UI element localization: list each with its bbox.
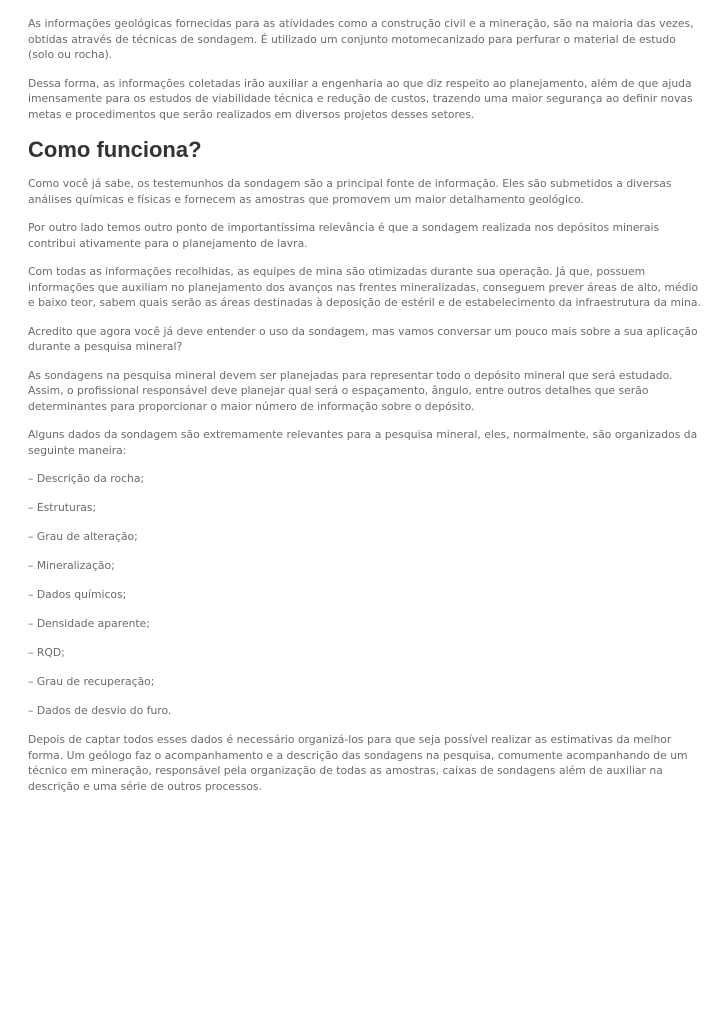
list-item: – Dados químicos; <box>28 588 127 601</box>
list-item: – Grau de recuperação; <box>28 675 155 688</box>
list-item: – Dados de desvio do furo. <box>28 704 172 717</box>
section-paragraph-3: Com todas as informações recolhidas, as equipes de mina são otimizadas durante sua operação. Já que, possuem informações que auxiliam no planejamento dos avanços nas frentes mineralizadas, conseguem prever áreas de alto, médio e baixo teor, sabem quais serão as áreas destinadas à deposição de estéril e de estabelecimento da infraestrutura da mina. <box>28 265 701 309</box>
data-list <box>28 471 704 719</box>
section-paragraph-2: Por outro lado temos outro ponto de importantíssima relevância é que a sondagem realizada nos depósitos minerais contribui ativamente para o planejamento de lavra. <box>28 221 660 250</box>
list-item: – Estruturas; <box>28 501 97 514</box>
section-paragraph-6: Alguns dados da sondagem são extremamente relevantes para a pesquisa mineral, eles, normalmente, são organizados da seguinte maneira: <box>28 428 698 457</box>
section-paragraph-4: Acredito que agora você já deve entender o uso da sondagem, mas vamos conversar um pouco mais sobre a sua aplicação durante a pesquisa mineral? <box>28 324 698 353</box>
list-item: – Grau de alteração; <box>28 530 138 543</box>
intro-paragraph-2: Dessa forma, as informações coletadas irão auxiliar a engenharia ao que diz respeito ao planejamento, além de que ajuda imensamente para os estudos de viabilidade técnica e redução de custos, trazendo uma maior segurança ao definir novas metas e procedimentos que serão realizados em diversos projetos desses setores. <box>28 76 693 121</box>
article-body <box>28 16 704 807</box>
list-item: – Mineralização; <box>28 559 115 572</box>
section-paragraph-5: As sondagens na pesquisa mineral devem ser planejadas para representar todo o depósito mineral que será estudado. Assim, o profissional responsável deve planejar qual será o espaçamento, ângulo, entre outros detalhes que serão determinantes para proporcionar o maior número de informação sobre o depósito. <box>28 368 673 413</box>
intro-paragraph-1: As informações geológicas fornecidas para as atividades como a construção civil e a mineração, são na maioria das vezes, obtidas através de técnicas de sondagem. É utilizado um conjunto motomecanizado para perfurar o material de estudo (solo ou rocha). <box>28 17 694 61</box>
list-item: – RQD; <box>28 646 65 659</box>
list-item: – Descrição da rocha; <box>28 472 145 485</box>
closing-paragraph: Depois de captar todos esses dados é necessário organizá-los para que seja possível realizar as estimativas da melhor forma. Um geólogo faz o acompanhamento e a descrição das sondagens na pesquisa, comumente acompanhando de um técnico em mineração, responsável pela organização de todas as amostras, caixas de sondagens além de auxiliar na descrição e uma série de outros processos. <box>28 733 688 793</box>
section-paragraph-1: Como você já sabe, os testemunhos da sondagem são a principal fonte de informação. Eles são submetidos a diversas análises químicas e físicas e fornecem as amostras que promovem um maior detalhamento geológico. <box>28 177 672 206</box>
list-item: – Densidade aparente; <box>28 617 150 630</box>
section-heading: Como funciona? <box>28 137 202 162</box>
